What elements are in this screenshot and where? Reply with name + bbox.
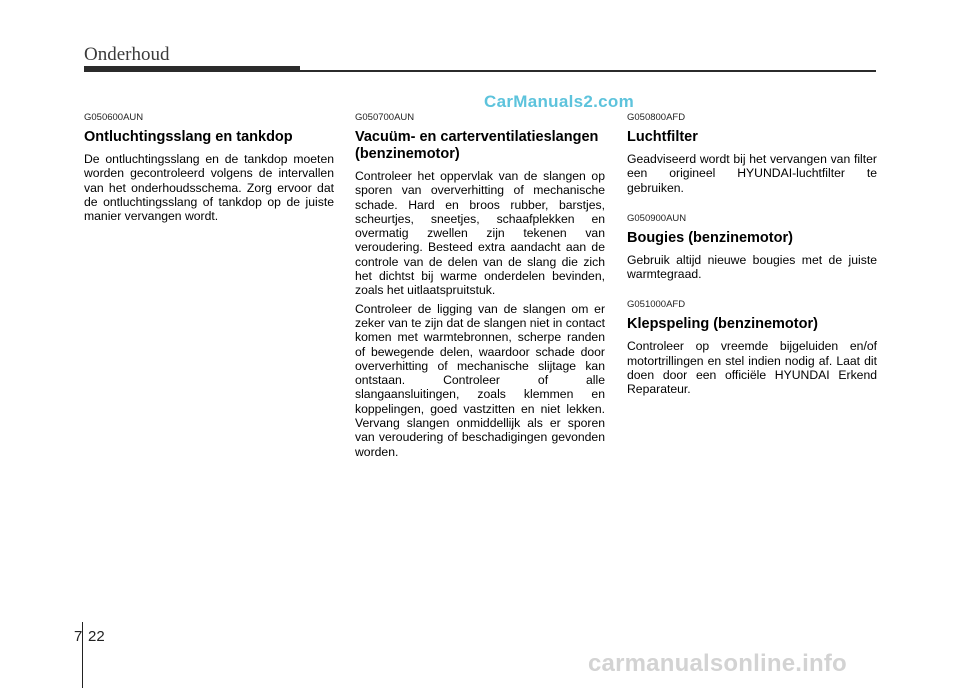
section-code: G050600AUN [84,112,144,123]
section-code: G050900AUN [627,212,687,224]
section-paragraph: Controleer het oppervlak van de slangen op sporen van oververhitting of mechanische schade. Hard en broos rubber, barstjes, scheurtjes, sneetjes, schaafplekken en overmatig zwellen zijn tekenen van veroudering. Besteed extra aandacht aan de controle van de delen van de slang die zich het dichtst bij warme onderdelen bevinden, zoals het uitlaatspruitstuk. [355,169,605,298]
column-2 [355,112,605,463]
section-luchtfilter [627,112,877,195]
column-3 [627,112,877,401]
section-code: G050700AUN [355,112,415,123]
watermark-bottom: carmanualsonline.info [588,650,847,677]
section-heading: Ontluchtingsslang en tankdop [84,129,293,145]
watermark-top: CarManuals2.com [484,92,634,111]
section-code: G051000AFD [627,299,686,311]
section-heading: Bougies (benzinemotor) [627,229,793,246]
section-klepspeling [627,299,877,396]
section-vacuum-slangen [355,112,605,459]
section-heading: Klepspeling (benzinemotor) [627,316,818,333]
section-ontluchtingsslang [84,112,334,223]
section-bougies [627,213,877,282]
column-1 [84,112,334,227]
section-heading: Vacuüm- en carterventilatieslangen (benzinemotor) [355,129,599,162]
section-code: G050800AFD [627,112,686,123]
section-heading: Luchtfilter [627,129,698,145]
page-header-title: Onderhoud [84,44,170,65]
header-rule-thick [84,66,300,72]
page-number: 22 [88,628,105,645]
section-paragraph: Gebruik altijd nieuwe bougies met de juiste warmtegraad. [627,252,877,282]
section-paragraph: Controleer op vreemde bijgeluiden en/of motortrillingen en stel indien nodig af. Laat dit doen door een officiële HYUNDAI Erkend Reparateur. [627,339,877,397]
chapter-number: 7 [74,628,83,645]
section-paragraph: De ontluchtingsslang en de tankdop moeten worden gecontroleerd volgens de intervallen van het onderhoudsschema. Zorg ervoor dat de ontluchtingsslang of tankdop op de juiste manier vervangen wordt. [84,152,334,224]
section-paragraph: Geadviseerd wordt bij het vervangen van filter een origineel HYUNDAI-luchtfilter te gebruiken. [627,152,877,195]
page-number-divider [82,622,83,688]
section-paragraph: Controleer de ligging van de slangen om er zeker van te zijn dat de slangen niet in contact komen met warmtebronnen, scherpe randen of bewegende delen, waardoor schade door oververhitting of mechanische slijtage kan ontstaan. Controleer of alle slangaansluitingen, zoals klemmen en koppelingen, goed vastzitten en niet lekken. Vervang slangen onmiddellijk als er sporen van veroudering of beschadigingen gevonden worden. [355,301,605,459]
header-rule-thin [300,70,876,72]
